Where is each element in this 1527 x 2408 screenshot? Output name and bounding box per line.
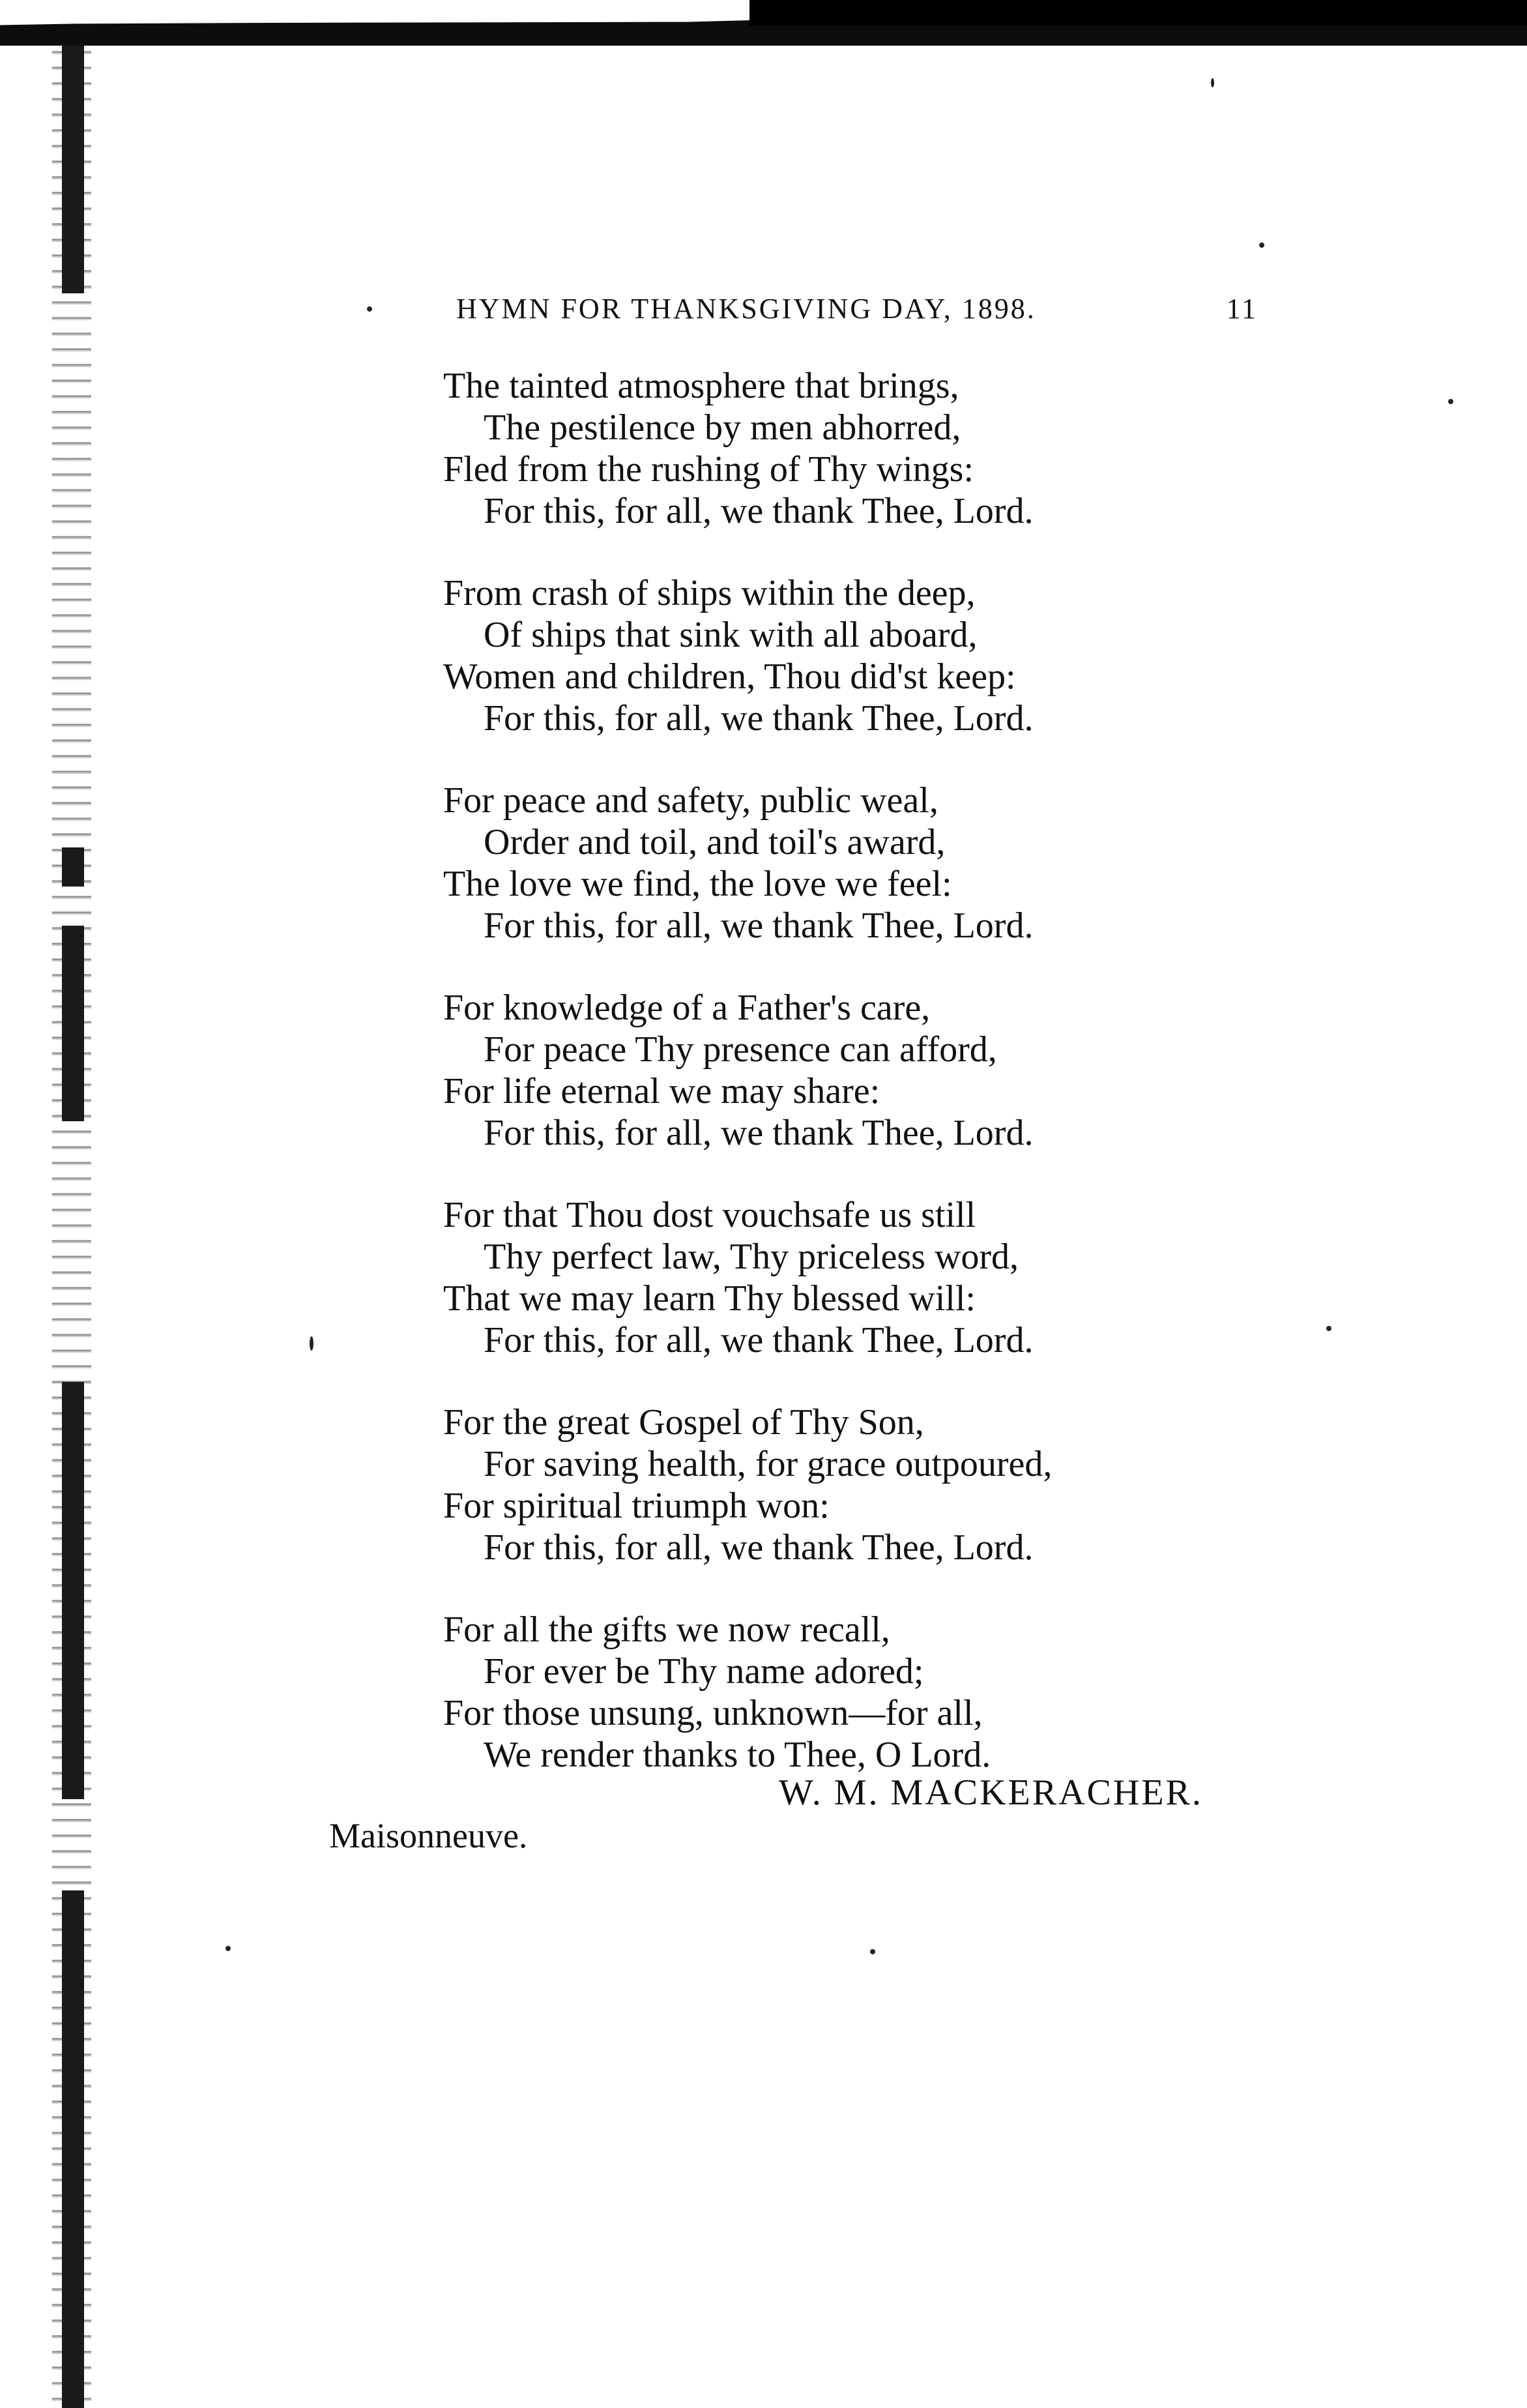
scan-speck (1326, 1326, 1331, 1331)
poem-line: Thy perfect law, Thy priceless word, (484, 1237, 1019, 1277)
stanza (443, 572, 1290, 739)
scan-speck (225, 1946, 231, 1951)
poem-line: For those unsung, unknown—for all, (443, 1693, 983, 1733)
poem-line: Order and toil, and toil's award, (484, 822, 946, 862)
poem-line: Women and children, Thou did'st keep: (443, 656, 1016, 697)
scan-speck (1448, 399, 1453, 404)
poem-line: For the great Gospel of Thy Son, (443, 1402, 924, 1443)
scan-left-edge-mark (62, 926, 84, 1121)
poem-refrain: For this, for all, we thank Thee, Lord. (484, 698, 1034, 739)
place-name: Maisonneuve. (329, 1816, 528, 1855)
page-number: 11 (1226, 293, 1258, 325)
poem-refrain: For this, for all, we thank Thee, Lord. (484, 1527, 1034, 1568)
poem-line: The pestilence by men abhorred, (484, 407, 961, 448)
poem-line: For all the gifts we now recall, (443, 1609, 890, 1650)
poem-final-line: We render thanks to Thee, O Lord. (484, 1735, 991, 1775)
stanza (443, 365, 1290, 532)
stanza (443, 780, 1290, 947)
poem-line: For knowledge of a Father's care, (443, 988, 931, 1028)
scan-left-edge-mark (62, 46, 84, 293)
scan-left-edge-mark (62, 847, 84, 887)
poem-line: For peace and safety, public weal, (443, 780, 938, 821)
poem-line: For life eternal we may share: (443, 1071, 880, 1111)
poem-line: The tainted atmosphere that brings, (443, 366, 959, 406)
stanza (443, 1194, 1290, 1361)
scan-speck (367, 306, 372, 312)
page-header (456, 292, 1258, 331)
scan-left-edge-mark (62, 1382, 84, 1799)
scan-speck (1211, 78, 1214, 87)
poem-line: For saving health, for grace outpoured, (484, 1444, 1053, 1484)
poem-line: For ever be Thy name adored; (484, 1651, 924, 1692)
scan-left-edge-mark (62, 1890, 84, 2408)
poem-line: For that Thou dost vouchsafe us still (443, 1195, 976, 1235)
scan-speck (1259, 242, 1264, 248)
poem-line: That we may learn Thy blessed will: (443, 1278, 976, 1319)
poem-refrain: For this, for all, we thank Thee, Lord. (484, 491, 1034, 531)
poem (443, 365, 1290, 1816)
stanza (443, 987, 1290, 1154)
poem-line: For peace Thy presence can afford, (484, 1029, 997, 1070)
scan-speck (310, 1336, 313, 1351)
poem-line: From crash of ships within the deep, (443, 573, 976, 613)
scan-speck (870, 1949, 875, 1954)
stanza (443, 1402, 1290, 1568)
poem-line: The love we find, the love we feel: (443, 864, 952, 904)
poem-refrain: For this, for all, we thank Thee, Lord. (484, 905, 1034, 946)
poem-line: Of ships that sink with all aboard, (484, 615, 978, 655)
running-title: HYMN FOR THANKSGIVING DAY, 1898. (456, 293, 1036, 325)
stanza (443, 1609, 1290, 1776)
scan-top-edge-dark (749, 0, 1527, 26)
poem-line: For spiritual triumph won: (443, 1486, 830, 1526)
author-signature: W. M. MACKERACHER. (779, 1772, 1203, 1813)
poem-refrain: For this, for all, we thank Thee, Lord. (484, 1113, 1034, 1153)
poem-line: Fled from the rushing of Thy wings: (443, 449, 974, 490)
poem-refrain: For this, for all, we thank Thee, Lord. (484, 1320, 1034, 1360)
